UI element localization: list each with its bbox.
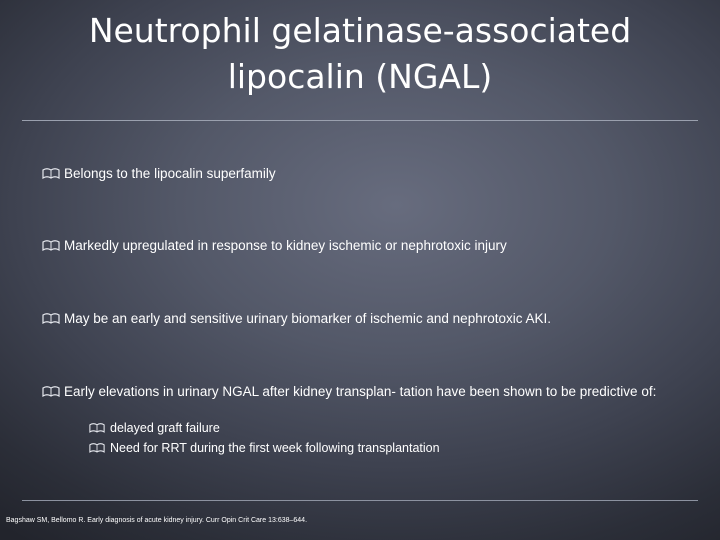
book-icon	[89, 422, 105, 433]
book-icon	[42, 312, 60, 324]
book-icon	[42, 239, 60, 251]
bullet-item	[64, 166, 674, 181]
bullet-text: May be an early and sensitive urinary biomarker of ischemic and nephrotoxic AKI.	[64, 311, 551, 326]
book-icon	[42, 385, 60, 397]
title-divider	[22, 120, 698, 121]
book-icon	[42, 167, 60, 179]
title-line-2: lipocalin (NGAL)	[227, 57, 493, 96]
bullet-item	[64, 384, 674, 399]
sub-bullet-text: delayed graft failure	[110, 421, 220, 435]
title-line-1: Neutrophil gelatinase-associated	[88, 11, 632, 50]
citation: Bagshaw SM, Bellomo R. Early diagnosis of acute kidney injury. Curr Opin Crit Care 13:638–644.	[6, 517, 308, 524]
sub-bullet-item	[110, 441, 670, 456]
bullet-item	[64, 238, 674, 253]
book-icon	[89, 442, 105, 453]
bullet-text: Early elevations in urinary NGAL after kidney transplan- tation have been shown to be predictive of:	[64, 384, 657, 399]
sub-bullet-text: Need for RRT during the first week following transplantation	[110, 441, 440, 455]
slide-title	[20, 8, 700, 100]
bullet-text: Belongs to the lipocalin superfamily	[64, 166, 276, 181]
bullet-text: Markedly upregulated in response to kidney ischemic or nephrotoxic injury	[64, 238, 507, 253]
bullet-item	[64, 311, 674, 326]
footer-divider	[22, 500, 698, 501]
sub-bullet-item	[110, 421, 670, 436]
